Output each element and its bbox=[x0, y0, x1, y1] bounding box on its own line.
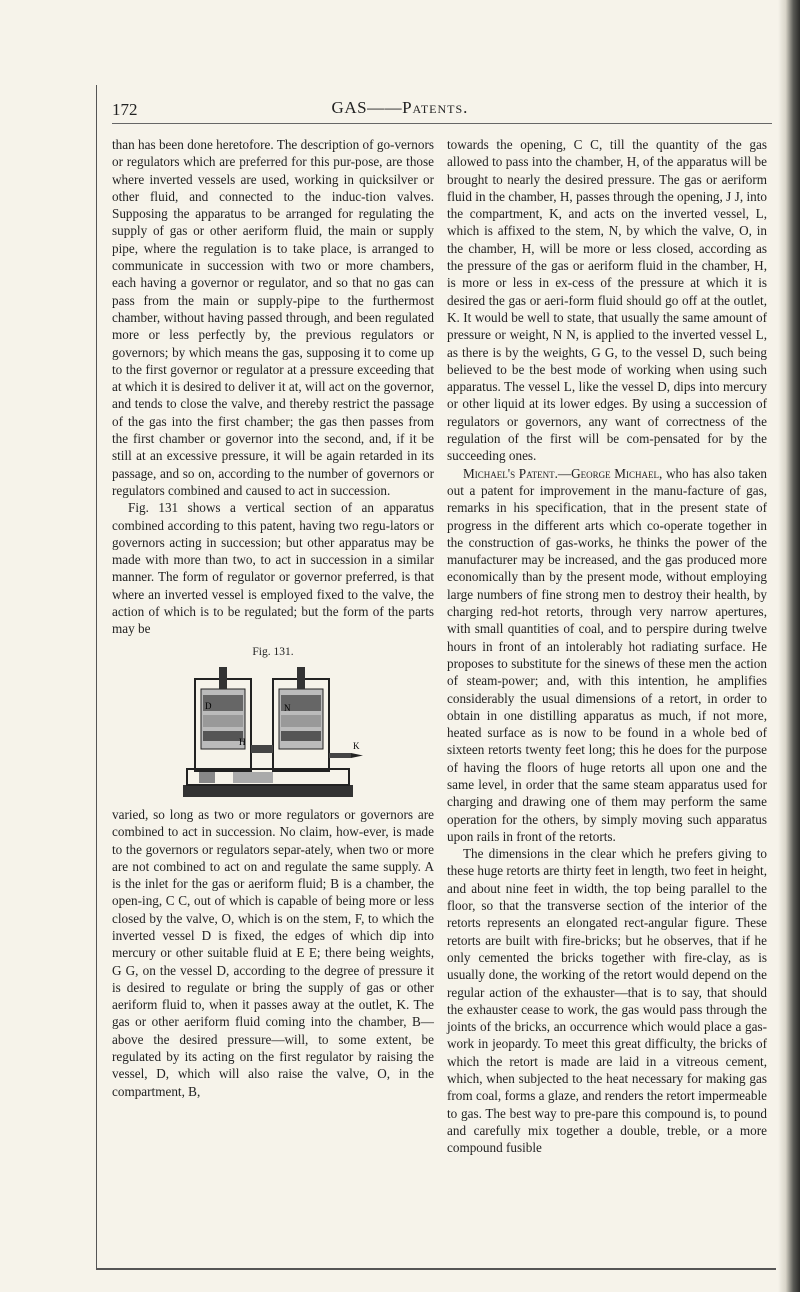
section-text: who has also taken out a patent for improvement in the manu-facture of gas, remarks in his specification, that in the present state of progress in the different arts which co-operate together in the construction of gas-works, he thinks the power of the manufacturer may be increased, and the gas produced more economically than by the present mode, without employing large numbers of fine strong men to destroy their health, by charging red-hot retorts, through very narrow apertures, with small quantities of coal, and to perspire during twelve hours in front of an intolerably hot radiating surface. He proposes to substitute for the sinews of these men the action of steam-power; and, with this intention, he amplifies considerably the usual dimensions of a retort, in order to obtain in one distilling apparatus as much, if not more, heated surface as is now to be found in a whole bed of sixteen retorts twenty feet long; this he does for the purpose of having the floors of huge retorts all upon one and the same level, in order that the same steam apparatus used for charging and drawing one of them may perform the same operation for the others, by simply moving such apparatus upon rails in front of the retorts. bbox=[447, 465, 768, 844]
page-edge-shadow bbox=[778, 0, 800, 1292]
page-number: 172 bbox=[112, 100, 138, 119]
running-head-patents: Patents. bbox=[402, 98, 469, 117]
header-rule bbox=[112, 123, 772, 124]
paragraph: The dimensions in the clear which he prefers giving to these huge retorts are thirty feet in length, two feet in height, and about nine feet in width, the top being parallel to the floor, so that the transverse section of the interior of the retorts represents an elongated rect-angular figure. These retorts are built with fire-bricks; but he observes, that if he only cemented the bricks together with fire-clay, as is usually done, the working of the retort would depend on the regular action of the exhauster—that is to say, that should the exhauster cease to work, the gas would pass through the joints of the bricks, an occurrence which would place a gas-work in jeopardy. To meet this great difficulty, the bricks of which the retort is made are laid in a vitreous cement, which, when subjected to the heat necessary for making gas from coal, forms a glaze, and renders the retort impermeable to gas. The best way to pre-pare this compound is, to pound and carefully mix together a double, treble, or a more compound fusible bbox=[447, 846, 767, 1156]
section-paragraph bbox=[447, 465, 767, 846]
figure-131-illustration bbox=[173, 665, 373, 800]
figure-letter-n: N bbox=[284, 702, 291, 713]
figure-letter-d: D bbox=[205, 700, 212, 711]
paragraph: towards the opening, C C, till the quantity of the gas allowed to pass into the chamber, H, of the apparatus will be brought to nearly the desired pressure. The gas or aeriform fluid in the chamber, H, passes through the opening, J J, into the compartment, K, and acts on the inverted vessel, L, which is affixed to the stem, N, by which the valve, O, in the chamber, H, will be more or less closed, according as the pressure of the gas or aeriform fluid in the chamber, H, is more or less in ex-cess of the pressure at which it is desired the gas or aeri-form fluid should go off at the outlet, K. It would be well to state, that usually the same amount of pressure or weight, N N, is applied to the inverted vessel L, as there is by the weights, G G, to the vessel D, such being believed to be the best mode of working when using such apparatus. The vessel L, like the vessel D, dips into mercury or other liquid at its lower edges. By using a succession of regulators or governors, any want of correctness of the regulation of the first will be com-pensated for by the succeeding ones. bbox=[447, 137, 767, 464]
paragraph: varied, so long as two or more regulators or governors are combined to act in succession. No claim, how-ever, is made to the governors or regulators separ-ately, when two or more are not combined to act on and regulate the same supply. A is the inlet for the gas or aeriform fluid; B is a chamber, the open-ing, C C, out of which is capable of being more or less closed by the valve, O, which is on the stem, F, to which the inverted vessel D is fixed, the edges of which dip into mercury or other suitable fluid at E E; there being weights, G G, on the vessel D, according to the degree of pressure it is desired to regulate or bring the supply of gas or other aeriform fluid to, when it passes away at the outlet, K. The gas or other aeriform fluid coming into the chamber, B—above the desired pressure—will, to some extent, be regulated by its acting on the first regulator by raising the vessel, D, which will also raise the valve, O, in the compartment, B, bbox=[112, 806, 434, 1099]
paragraph: than has been done heretofore. The description of go-vernors or regulators which are preferred for this pur-pose, are those where inverted vessels are used, working in quicksilver or other fluid, and connected to the induc-tion valves. Supposing the apparatus to be arranged for regulating the supply of gas or other aeriform fluid, the main or supply pipe, where the regulation is to take place, is arranged to communicate in succession with two or more chambers, each having a governor or regulator, and so that no gas can pass from the main or supply-pipe to the furthermost chamber, without having passed through, and been regulated more or less perfectly by, the previous regulators or governors; by which means the gas, supposing it to come up to the first governor or regulator at a pressure exceeding that at which it is desired to deliver it at, will act on the governor, and tends to close the valve, and thereby restrict the passage of the gas into the first chamber; the gas then passes from the first chamber or governor into the second, and, if it be still at an excessive pressure, it will be again retarded in its passage, and so on, according to the number of governors or regulators combined and caused to act in succession. bbox=[112, 137, 434, 498]
paragraph: Fig. 131 shows a vertical section of an apparatus combined according to this patent, having two regu-lators or governors acting in succession; but other apparatus may be made with more than two, to act in succession in a similar manner. The form of regulator or governor preferred, is that where an inverted vessel is employed fixed to the valve, the action of which is to be regulated; but the form of the parts may be bbox=[112, 500, 434, 637]
bottom-rule bbox=[96, 1268, 776, 1270]
figure-letter-k: K bbox=[353, 740, 360, 751]
running-head-dash: —— bbox=[367, 98, 403, 117]
figure-letter-h: H bbox=[239, 736, 246, 747]
running-head bbox=[0, 98, 800, 118]
right-column bbox=[447, 136, 767, 1157]
section-heading: Michael's Patent.—George Michael, bbox=[463, 465, 663, 481]
running-head-gas: GAS bbox=[331, 98, 368, 117]
figure-caption: Fig. 131. bbox=[252, 645, 294, 658]
margin-rule bbox=[96, 85, 97, 1270]
left-column bbox=[112, 136, 434, 1100]
